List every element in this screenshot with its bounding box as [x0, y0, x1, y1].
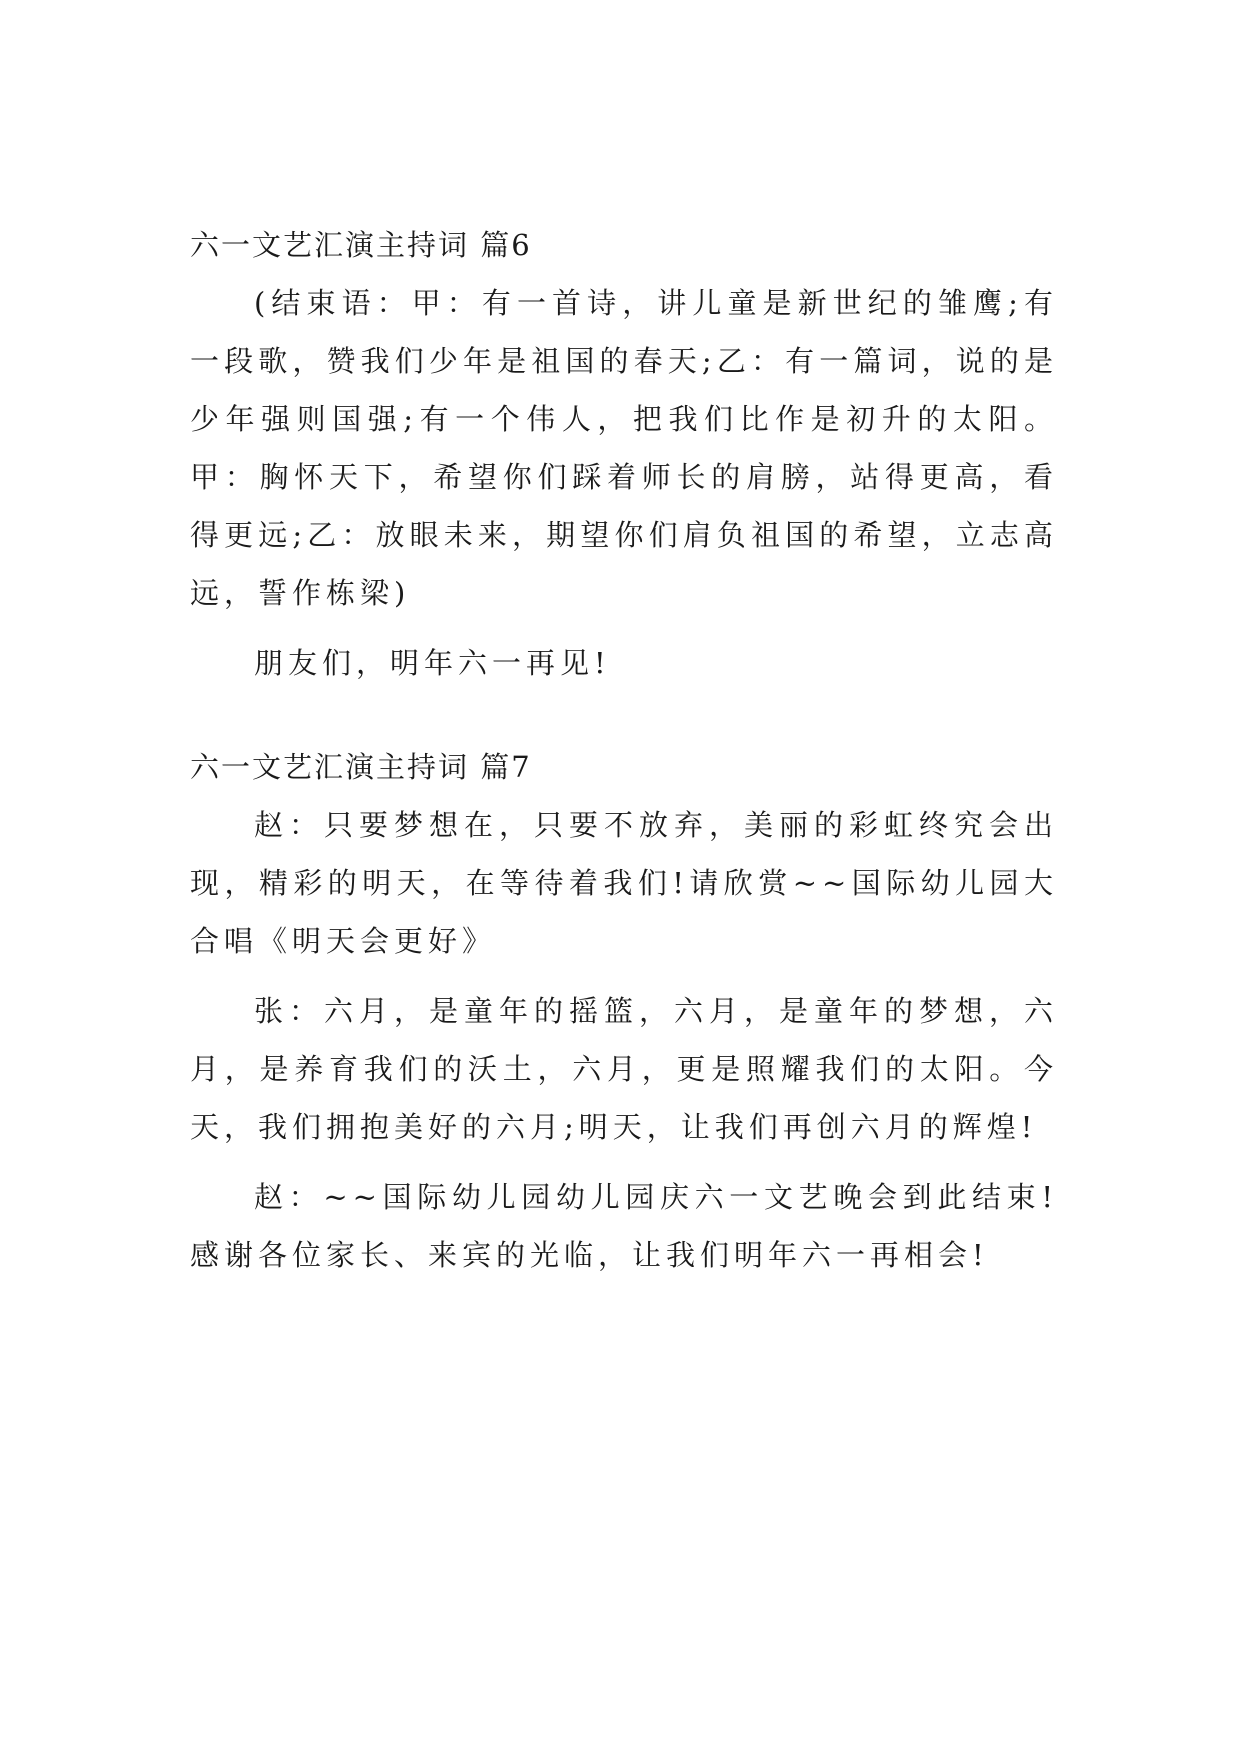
paragraph-zhang: 张：六月，是童年的摇篮，六月，是童年的梦想，六月，是养育我们的沃土，六月，更是照耀我们的太阳。今天，我们拥抱美好的六月;明天，让我们再创六月的辉煌!	[190, 994, 1058, 1144]
section-heading: 六一文艺汇演主持词 篇6	[190, 228, 532, 262]
document-body	[190, 216, 1058, 1296]
section-6	[190, 216, 1058, 692]
paragraph-zhao-2: 赵：~~国际幼儿园幼儿园庆六一文艺晚会到此结束!感谢各位家长、来宾的光临，让我们明年六一再相会!	[190, 1180, 1058, 1272]
paragraph-closing-remarks: (结束语：甲：有一首诗，讲儿童是新世纪的雏鹰;有一段歌，赞我们少年是祖国的春天;乙：有一篇词，说的是少年强则国强;有一个伟人，把我们比作是初升的太阳。甲：胸怀天下，希望你们踩着师长的肩膀，站得更高，看得更远;乙：放眼未来，期望你们肩负祖国的希望，立志高远，誓作栋梁)	[190, 286, 1058, 610]
paragraph-farewell: 朋友们，明年六一再见!	[254, 646, 611, 680]
section-heading: 六一文艺汇演主持词 篇7	[190, 750, 532, 784]
section-7	[190, 738, 1058, 1284]
paragraph-zhao-1: 赵：只要梦想在，只要不放弃，美丽的彩虹终究会出现，精彩的明天，在等待着我们!请欣赏~~国际幼儿园大合唱《明天会更好》	[190, 808, 1058, 958]
